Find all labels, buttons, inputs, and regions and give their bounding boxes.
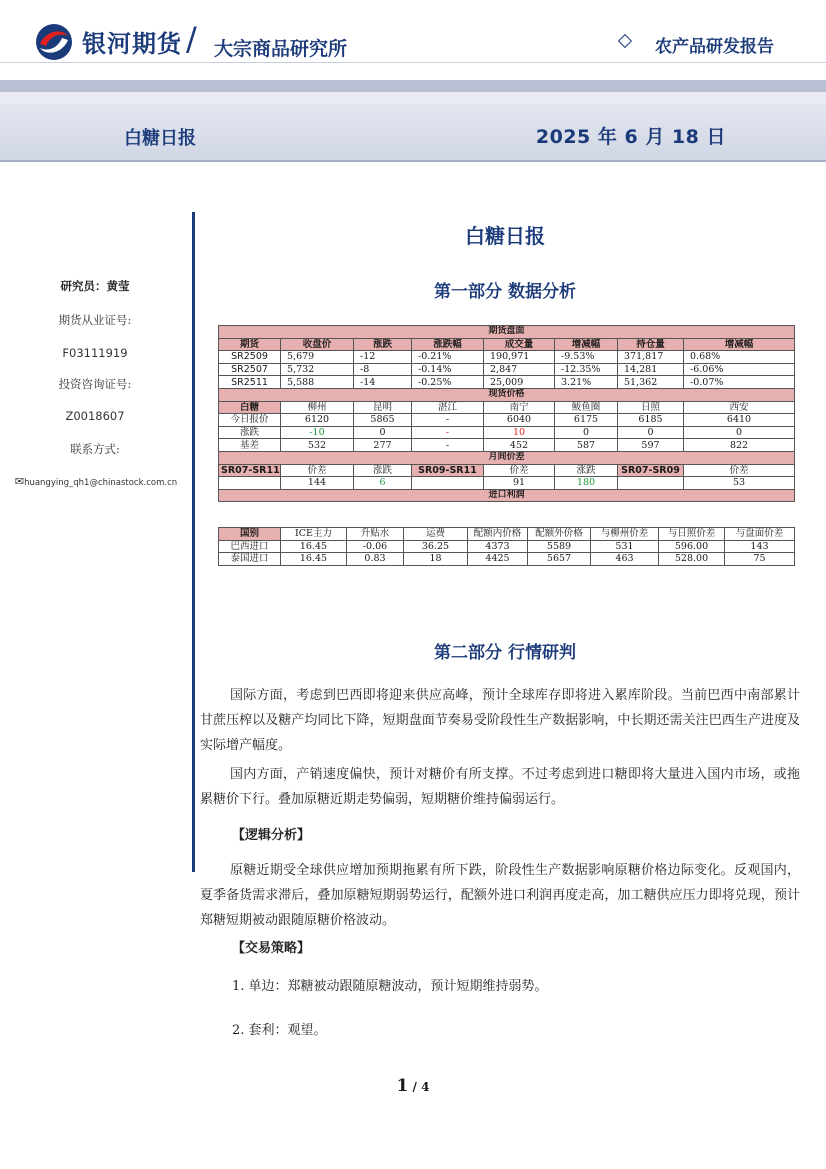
institute-name: 大宗商品研究所 bbox=[214, 38, 348, 60]
futures-col-header: 期货 bbox=[219, 338, 281, 351]
contract-code: SR2509 bbox=[219, 351, 281, 364]
table-row bbox=[219, 414, 795, 427]
table-cell: -8 bbox=[354, 363, 412, 376]
import-col-header: 升贴水 bbox=[347, 528, 404, 541]
table-row bbox=[219, 477, 795, 490]
brand-name: 银河期货 bbox=[82, 30, 182, 58]
contact-email[interactable]: huangying_qh1@chinastock.com.cn bbox=[24, 478, 178, 488]
report-name: 白糖日报 bbox=[124, 128, 196, 149]
table-cell bbox=[618, 477, 684, 490]
spread-label: 价差 bbox=[484, 464, 555, 477]
researcher-name: 研究员：黄莹 bbox=[60, 279, 130, 293]
futures-cert-label: 期货从业证号: bbox=[58, 313, 132, 327]
spread-value: 91 bbox=[484, 477, 555, 490]
spot-city: 湛江 bbox=[412, 401, 484, 414]
table-cell: 4373 bbox=[468, 540, 528, 553]
envelope-icon: ✉ bbox=[14, 475, 25, 488]
table-cell: -6.06% bbox=[684, 363, 795, 376]
table-row bbox=[219, 553, 795, 566]
table-cell: 0 bbox=[354, 426, 412, 439]
table-cell: -0.07% bbox=[684, 376, 795, 389]
table-cell: 5,588 bbox=[281, 376, 354, 389]
header-band-light bbox=[0, 92, 826, 104]
import-col-header: 国别 bbox=[219, 528, 281, 541]
table-cell: 0.83 bbox=[347, 553, 404, 566]
futures-col-header: 涨跌幅 bbox=[412, 338, 484, 351]
import-section-header: 进口利润 bbox=[219, 489, 795, 502]
spread-change: 6 bbox=[354, 477, 412, 490]
domestic-paragraph: 国内方面，产销速度偏快，预计对糖价有所支撑。不过考虑到进口糖即将大量进入国内市场，或拖累糖价下行。叠加原糖近期走势偏弱，短期糖价维持偏弱运行。 bbox=[200, 767, 800, 807]
table-cell: 597 bbox=[618, 439, 684, 452]
table-cell: - bbox=[412, 439, 484, 452]
brand-slash: / bbox=[186, 20, 197, 58]
table-cell: 16.45 bbox=[281, 540, 347, 553]
table-row bbox=[219, 426, 795, 439]
contract-code: SR2507 bbox=[219, 363, 281, 376]
table-row bbox=[219, 540, 795, 553]
table-cell: -0.06 bbox=[347, 540, 404, 553]
table-cell bbox=[219, 477, 281, 490]
diamond-icon bbox=[618, 34, 632, 48]
table-cell: 18 bbox=[404, 553, 468, 566]
futures-cert-number: F03111919 bbox=[62, 346, 128, 360]
table-cell: 371,817 bbox=[618, 351, 684, 364]
table-cell: 10 bbox=[484, 426, 555, 439]
table-cell: 532 bbox=[281, 439, 354, 452]
current-page: 1 bbox=[396, 1076, 409, 1096]
import-col-header: 与柳州价差 bbox=[591, 528, 659, 541]
table-cell: -0.25% bbox=[412, 376, 484, 389]
international-paragraph: 国际方面，考虑到巴西即将迎来供应高峰，预计全球库存即将进入累库阶段。当前巴西中南部累计甘蔗压榨以及糖产均同比下降，短期盘面节奏易受阶段性生产数据影响，中长期还需关注巴西生产进度及实际增产幅度。 bbox=[200, 688, 800, 753]
import-col-header: 与盘面价差 bbox=[725, 528, 795, 541]
data-table bbox=[218, 325, 795, 502]
row-label: 涨跌 bbox=[219, 426, 281, 439]
futures-col-header: 成交量 bbox=[484, 338, 555, 351]
spread-label: 涨跌 bbox=[555, 464, 618, 477]
table-cell: 0 bbox=[618, 426, 684, 439]
table-cell: 14,281 bbox=[618, 363, 684, 376]
contact-email-row bbox=[6, 475, 186, 488]
futures-col-header: 增减幅 bbox=[684, 338, 795, 351]
import-col-header: 配额内价格 bbox=[468, 528, 528, 541]
table-cell: 190,971 bbox=[484, 351, 555, 364]
spread-change: 180 bbox=[555, 477, 618, 490]
table-cell: -14 bbox=[354, 376, 412, 389]
table-cell: 596.00 bbox=[659, 540, 725, 553]
table-cell: 0.68% bbox=[684, 351, 795, 364]
contract-code: SR2511 bbox=[219, 376, 281, 389]
part2-title: 第二部分 行情研判 bbox=[434, 643, 576, 663]
spot-city: 南宁 bbox=[484, 401, 555, 414]
spot-city: 昆明 bbox=[354, 401, 412, 414]
table-cell: 25,009 bbox=[484, 376, 555, 389]
page-number bbox=[0, 1076, 826, 1096]
table-cell: 6120 bbox=[281, 414, 354, 427]
futures-col-header: 持仓量 bbox=[618, 338, 684, 351]
table-cell: 277 bbox=[354, 439, 412, 452]
spot-section-header: 现货价格 bbox=[219, 388, 795, 401]
table-cell: 6040 bbox=[484, 414, 555, 427]
table-row bbox=[219, 464, 795, 477]
table-cell: 0 bbox=[555, 426, 618, 439]
table-cell bbox=[412, 477, 484, 490]
import-col-header: 与日照价差 bbox=[659, 528, 725, 541]
import-col-header: 运费 bbox=[404, 528, 468, 541]
table-cell: 5589 bbox=[528, 540, 591, 553]
table-row bbox=[219, 376, 795, 389]
import-col-header: 配额外价格 bbox=[528, 528, 591, 541]
table-cell: 822 bbox=[684, 439, 795, 452]
table-cell: - bbox=[412, 426, 484, 439]
table-cell: 16.45 bbox=[281, 553, 347, 566]
table-cell: -9.53% bbox=[555, 351, 618, 364]
table-cell: 528.00 bbox=[659, 553, 725, 566]
futures-col-header: 涨跌 bbox=[354, 338, 412, 351]
table-row bbox=[219, 363, 795, 376]
header-band-dark bbox=[0, 80, 826, 92]
table-cell: -10 bbox=[281, 426, 354, 439]
table-cell: 51,362 bbox=[618, 376, 684, 389]
department-name: 农产品研发报告 bbox=[655, 37, 774, 57]
table-cell: 5865 bbox=[354, 414, 412, 427]
total-pages: 4 bbox=[421, 1080, 430, 1094]
table-cell: 75 bbox=[725, 553, 795, 566]
contact-label: 联系方式: bbox=[70, 442, 120, 456]
table-cell: -12 bbox=[354, 351, 412, 364]
table-cell: 143 bbox=[725, 540, 795, 553]
table-cell: -12.35% bbox=[555, 363, 618, 376]
report-date: 2025 年 6 月 18 日 bbox=[535, 126, 726, 148]
futures-col-header: 增减幅 bbox=[555, 338, 618, 351]
spot-city: 柳州 bbox=[281, 401, 354, 414]
row-label: 基差 bbox=[219, 439, 281, 452]
table-cell: 3.21% bbox=[555, 376, 618, 389]
table-cell: 6175 bbox=[555, 414, 618, 427]
table-cell: 587 bbox=[555, 439, 618, 452]
table-cell: 5,679 bbox=[281, 351, 354, 364]
table-cell: -0.14% bbox=[412, 363, 484, 376]
spot-city: 日照 bbox=[618, 401, 684, 414]
table-cell: 2,847 bbox=[484, 363, 555, 376]
table-cell: 36.25 bbox=[404, 540, 468, 553]
page-separator: / bbox=[408, 1080, 422, 1094]
spread-label: 涨跌 bbox=[354, 464, 412, 477]
table-cell: 452 bbox=[484, 439, 555, 452]
spread-label: 价差 bbox=[281, 464, 354, 477]
table-cell: 0 bbox=[684, 426, 795, 439]
table-cell: 531 bbox=[591, 540, 659, 553]
spread-section-header: 月间价差 bbox=[219, 451, 795, 464]
advisory-cert-number: Z0018607 bbox=[65, 409, 125, 423]
table-cell: -0.21% bbox=[412, 351, 484, 364]
row-label: 泰国进口 bbox=[219, 553, 281, 566]
table-row bbox=[219, 439, 795, 452]
table-cell: 5657 bbox=[528, 553, 591, 566]
spread-value: 53 bbox=[684, 477, 795, 490]
advisory-cert-label: 投资咨询证号: bbox=[58, 377, 132, 391]
logic-paragraph: 原糖近期受全球供应增加预期拖累有所下跌，阶段性生产数据影响原糖价格边际变化。反观国内，夏季备货需求滞后，叠加原糖短期弱势运行，配额外进口利润再度走高，加工糖供应压力即将兑现，预计郑糖短期被动跟随原糖价格波动。 bbox=[200, 863, 800, 928]
spot-city: 鲅鱼圈 bbox=[555, 401, 618, 414]
futures-section-header: 期货盘面 bbox=[219, 326, 795, 339]
table-cell: 5,732 bbox=[281, 363, 354, 376]
sidebar-divider bbox=[192, 212, 195, 872]
futures-col-header: 收盘价 bbox=[281, 338, 354, 351]
spot-city: 西安 bbox=[684, 401, 795, 414]
spread-pair: SR09-SR11 bbox=[412, 464, 484, 477]
table-cell: 6185 bbox=[618, 414, 684, 427]
spot-col-header: 白糖 bbox=[219, 401, 281, 414]
strategy-item: 1. 单边：郑糖被动跟随原糖波动，预计短期维持弱势。 bbox=[232, 979, 548, 994]
galaxy-logo-icon bbox=[34, 22, 74, 62]
spread-value: 144 bbox=[281, 477, 354, 490]
spread-pair: SR07-SR09 bbox=[618, 464, 684, 477]
logic-heading: 【逻辑分析】 bbox=[232, 828, 311, 843]
import-profit-table bbox=[218, 527, 795, 566]
row-label: 巴西进口 bbox=[219, 540, 281, 553]
strategy-heading: 【交易策略】 bbox=[232, 941, 311, 956]
spread-pair: SR07-SR11 bbox=[219, 464, 281, 477]
table-cell: 4425 bbox=[468, 553, 528, 566]
spread-label: 价差 bbox=[684, 464, 795, 477]
table-row bbox=[219, 351, 795, 364]
table-cell: - bbox=[412, 414, 484, 427]
table-cell: 6410 bbox=[684, 414, 795, 427]
main-title: 白糖日报 bbox=[465, 224, 545, 248]
part1-title: 第一部分 数据分析 bbox=[434, 282, 576, 302]
table-cell: 463 bbox=[591, 553, 659, 566]
row-label: 今日报价 bbox=[219, 414, 281, 427]
header-divider bbox=[0, 62, 826, 63]
import-col-header: ICE主力 bbox=[281, 528, 347, 541]
strategy-item: 2. 套利：观望。 bbox=[232, 1023, 327, 1038]
